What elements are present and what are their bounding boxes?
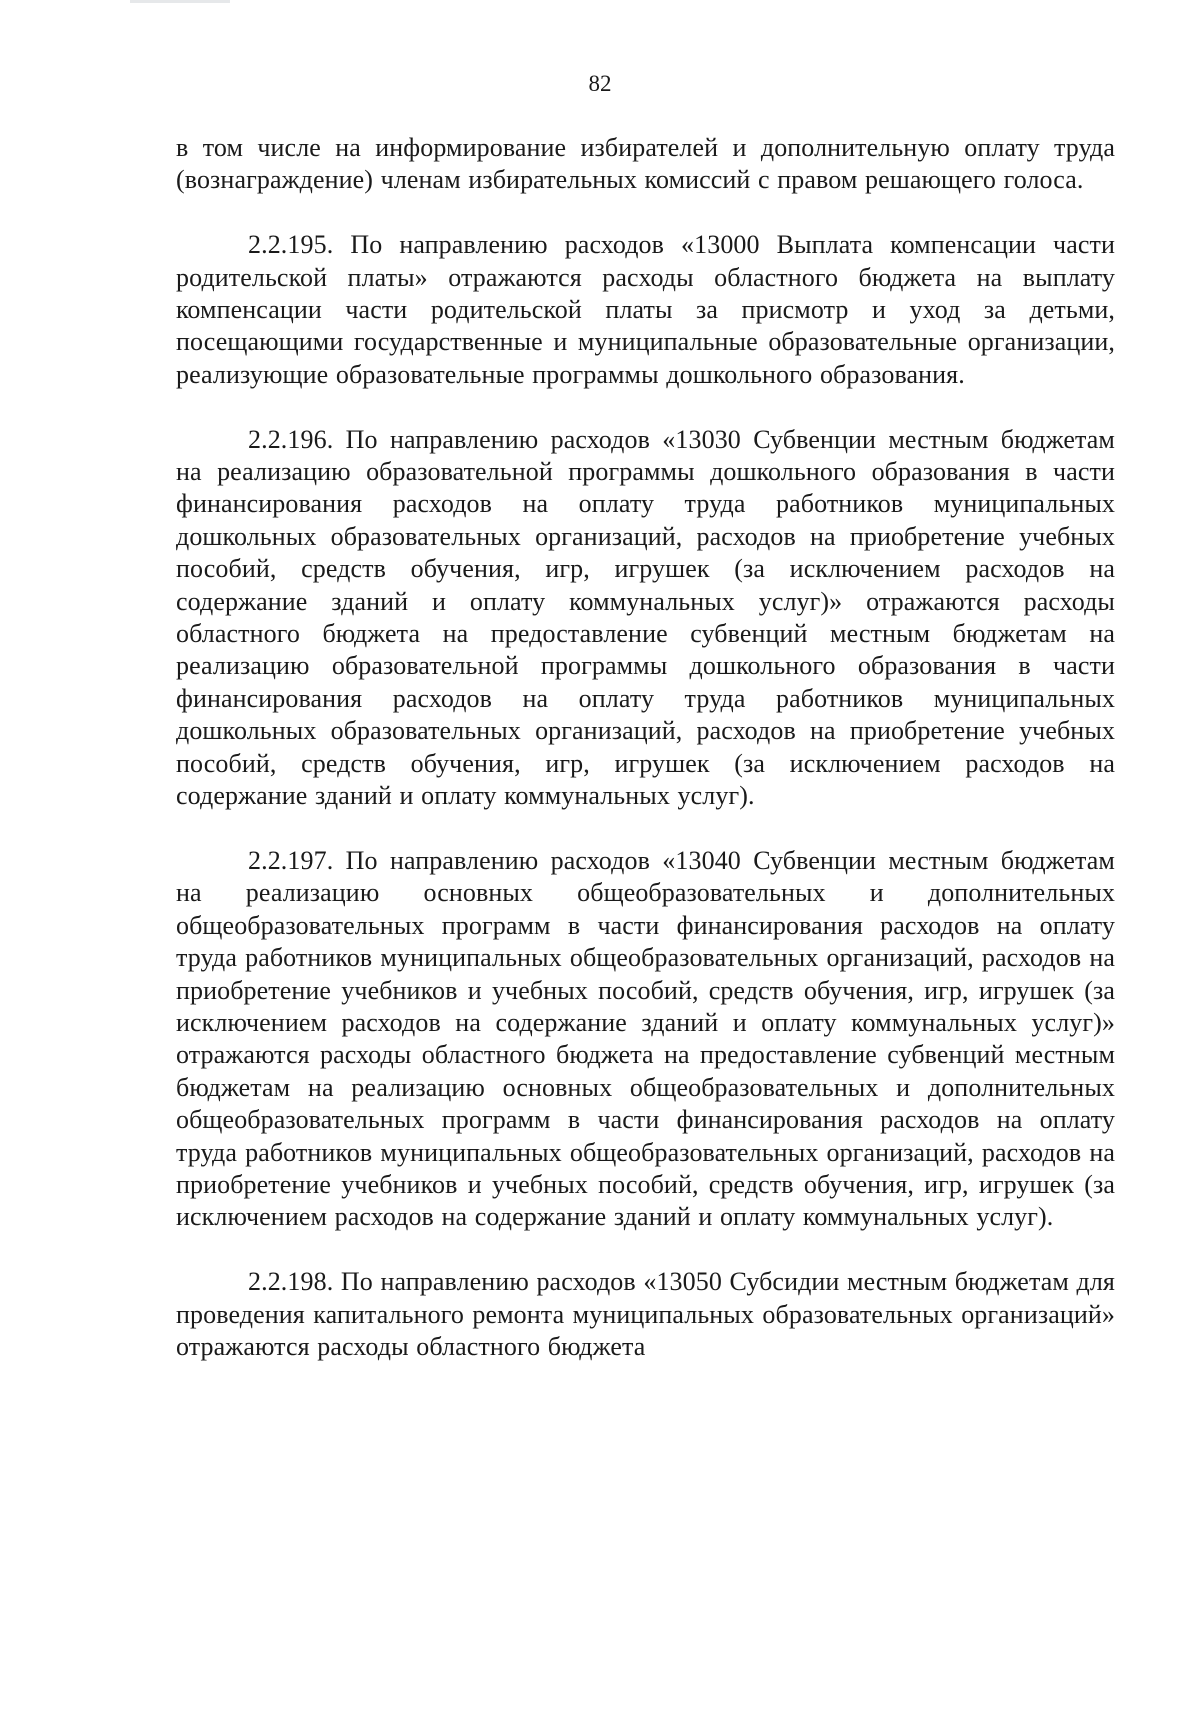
paragraph-2-2-198: 2.2.198. По направлению расходов «13050 Субсидии местным бюджетам для проведения капитального ремонта муниципальных образовательных организаций» отражаются расходы областного бюджета [176,1267,1115,1361]
paragraph-continuation: в том числе на информирование избирателей и дополнительную оплату труда (вознаграждение) членам избирательных комиссий с правом решающего голоса. [176,133,1115,195]
scan-edge-mark [130,0,230,3]
paragraph-2-2-195: 2.2.195. По направлению расходов «13000 Выплата компенсации части родительской платы» отражаются расходы областного бюджета на выплату компенсации части родительской платы за присмотр и уход за детьми, посещающими государственные и муниципальные образовательные организации, реализующие образовательные программы дошкольного образования. [176,230,1115,389]
paragraph-2-2-197: 2.2.197. По направлению расходов «13040 Субвенции местным бюджетам на реализацию основных общеобразовательных и дополнительных общеобразовательных программ в части финансирования расходов на оплату труда работников муниципальных общеобразовательных организаций, расходов на приобретение учебников и учебных пособий, средств обучения, игр, игрушек (за исключением расходов на содержание зданий и оплату коммунальных услуг)» отражаются расходы областного бюджета на предоставление субвенций местным бюджетам на реализацию основных общеобразовательных и дополнительных общеобразовательных программ в части финансирования расходов на оплату труда работников муниципальных общеобразовательных организаций, расходов на приобретение учебников и учебных пособий, средств обучения, игр, игрушек (за исключением расходов на содержание зданий и оплату коммунальных услуг). [176,845,1115,1232]
page-number: 82 [588,71,612,96]
paragraph-2-2-196: 2.2.196. По направлению расходов «13030 Субвенции местным бюджетам на реализацию образовательной программы дошкольного образования в части финансирования расходов на оплату труда работников муниципальных дошкольных образовательных организаций, расходов на приобретение учебных пособий, средств обучения, игр, игрушек (за исключением расходов на содержание зданий и оплату коммунальных услуг)» отражаются расходы областного бюджета на предоставление субвенций местным бюджетам на реализацию образовательной программы дошкольного образования в части финансирования расходов на оплату труда работников муниципальных дошкольных образовательных организаций, расходов на приобретение учебных пособий, средств обучения, игр, игрушек (за исключением расходов на содержание зданий и оплату коммунальных услуг). [176,424,1115,811]
document-body [176,132,1115,1363]
